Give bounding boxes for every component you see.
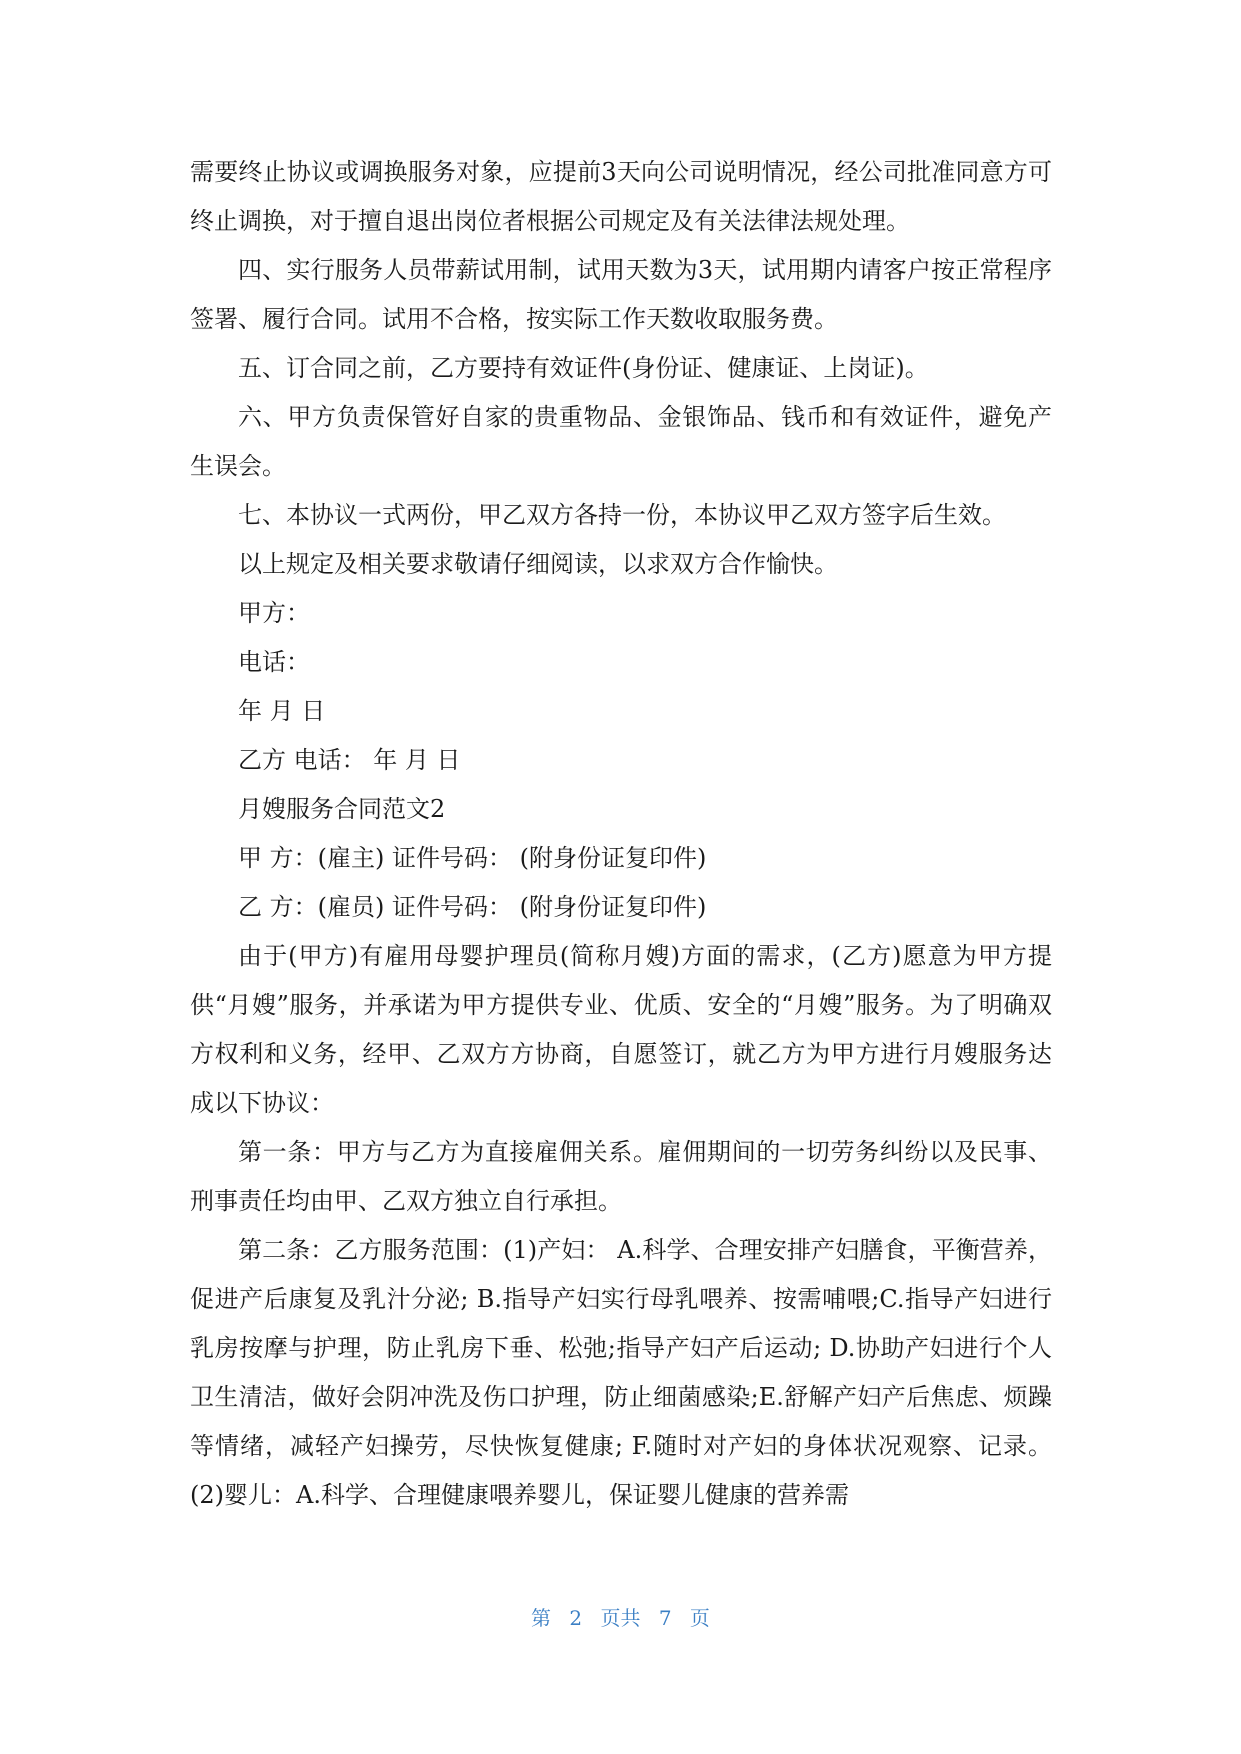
paragraph: 六、甲方负责保管好自家的贵重物品、金银饰品、钱币和有效证件，避免产生误会。: [190, 403, 1052, 480]
paragraph: 七、本协议一式两份，甲乙双方各持一份，本协议甲乙双方签字后生效。: [238, 501, 1006, 529]
paragraph: 由于(甲方)有雇用母婴护理员(简称月嫂)方面的需求，(乙方)愿意为甲方提供“月嫂”服务，并承诺为甲方提供专业、优质、安全的“月嫂”服务。为了明确双方权利和义务，经甲、乙双方方协商，自愿签订，就乙方为甲方进行月嫂服务达成以下协议：: [190, 942, 1052, 1117]
paragraph: 电话：: [238, 648, 310, 676]
paragraph: 以上规定及相关要求敬请仔细阅读，以求双方合作愉快。: [238, 550, 838, 578]
page-footer: 第 2 页共 7 页: [531, 1606, 710, 1630]
paragraph: 甲 方：(雇主) 证件号码： (附身份证复印件): [238, 844, 707, 872]
paragraph: 第二条：乙方服务范围：(1)产妇： A.科学、合理安排产妇膳食，平衡营养，促进产后康复及乳汁分泌; B.指导产妇实行母乳喂养、按需哺喂;C.指导产妇进行乳房按摩与护理，防止乳房下垂、松弛;指导产妇产后运动; D.协助产妇进行个人卫生清洁，做好会阴冲洗及伤口护理，防止细菌感染;E.舒解产妇产后焦虑、烦躁等情绪，减轻产妇操劳，尽快恢复健康; F.随时对产妇的身体状况观察、记录。(2)婴儿：A.科学、合理健康喂养婴儿，保证婴儿健康的营养需: [190, 1236, 1052, 1509]
paragraph: 需要终止协议或调换服务对象，应提前3天向公司说明情况，经公司批准同意方可终止调换，对于擅自退出岗位者根据公司规定及有关法律法规处理。: [190, 158, 1052, 235]
paragraph: 月嫂服务合同范文2: [238, 795, 446, 823]
paragraph: 甲方：: [238, 599, 310, 627]
paragraph: 第一条：甲方与乙方为直接雇佣关系。雇佣期间的一切劳务纠纷以及民事、刑事责任均由甲、乙双方独立自行承担。: [190, 1138, 1052, 1215]
paragraph: 年 月 日: [238, 697, 326, 725]
paragraph: 四、实行服务人员带薪试用制，试用天数为3天，试用期内请客户按正常程序签署、履行合同。试用不合格，按实际工作天数收取服务费。: [190, 256, 1052, 333]
paragraph: 乙方 电话： 年 月 日: [238, 746, 461, 774]
document-body: [190, 148, 1052, 1520]
paragraph: 五、订合同之前，乙方要持有效证件(身份证、健康证、上岗证)。: [238, 354, 929, 382]
paragraph: 乙 方：(雇员) 证件号码： (附身份证复印件): [238, 893, 707, 921]
